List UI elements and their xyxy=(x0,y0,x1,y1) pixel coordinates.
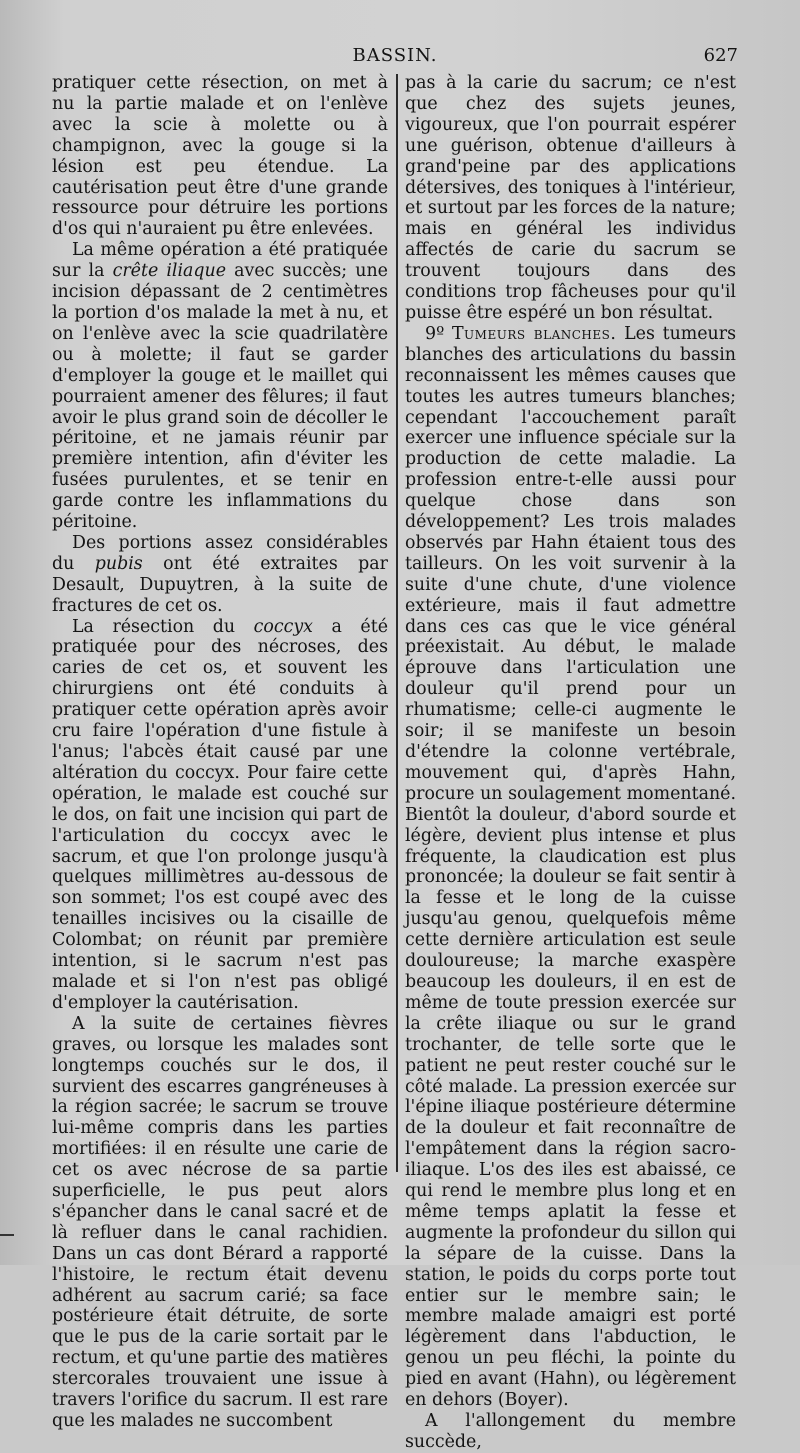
page-number: 627 xyxy=(703,45,738,66)
right-column xyxy=(405,73,736,1453)
paragraph-text: Les tumeurs blanches des articulations du bassin reconnaissent les mêmes causes que toutes les autres tumeurs blanches; cependant l'accouchement paraît exercer une influence spéciale sur la production de cette maladie. La profession entre-t-elle aussi pour quelque chose dans son développement? Les trois malades observés par Hahn étaient tous des tailleurs. On les voit survenir à la suite d'une chute, d'une violence extérieure, mais il faut admettre dans ces cas que le vice général préexistait. Au début, le malade éprouve dans l'articulation une douleur qu'il prend pour un rhumatisme; celle-ci augmente le soir; il se manifeste un besoin d'étendre la colonne vertébrale, mouvement qui, d'après Hahn, procure un soulagement momentané. Bientôt la douleur, d'abord sourde et légère, devient plus intense et plus fréquente, la claudication est plus prononcée; la douleur se fait sentir à la fesse et le long de la cuisse jusqu'au genou, quelquefois même cette dernière articulation est seule douloureuse; la marche exaspère beaucoup les douleurs, il en est de même de toute pression exercée sur la crête iliaque ou sur le grand trochanter, de telle sorte que le patient ne peut rester couché sur le côté malade. La pression exercée sur l'épine iliaque postérieure détermine de la douleur et fait reconnaître de l'empâtement dans la région sacro-iliaque. L'os des iles est abaissé, ce qui rend le membre plus long et en même temps aplatit la fesse et augmente la profondeur du sillon qui la sépare de la cuisse. Dans la station, le poids du corps porte tout entier sur le membre sain; le membre malade amaigri est porté légèrement dans l'abduction, le genou un peu fléchi, la pointe du pied en avant (Hahn), ou légèrement en dehors (Boyer). xyxy=(405,323,736,1411)
paragraph: pas à la carie du sacrum; ce n'est que chez des sujets jeunes, vigoureux, que l'on pourrait espérer une guérison, obtenue d'ailleurs à grand'peine par des applications détersives, des toniques à l'intérieur, et surtout par les forces de la nature; mais en général les individus affectés de carie du sacrum se trouvent toujours dans des conditions trop fâcheuses pour qu'il puisse être espéré un bon résultat. xyxy=(405,73,736,323)
paragraph-text: ont été extraites par Desault, Dupuytren, à la suite de fractures de cet os. xyxy=(52,553,388,616)
emphasis-term: crête iliaque xyxy=(112,261,227,282)
running-title: BASSIN. xyxy=(352,45,438,66)
page-header xyxy=(52,45,738,69)
paragraph: A l'allongement du membre succède, xyxy=(405,1411,736,1452)
emphasis-term: pubis xyxy=(94,553,143,574)
page-edge-mark xyxy=(0,1234,14,1236)
section-heading: Tumeurs blanches. xyxy=(451,323,617,344)
paragraph-text: La résection du xyxy=(72,616,254,637)
paragraph: pratiquer cette résection, on met à nu la partie malade et on l'enlève avec la scie à molette ou à champignon, avec la gouge si la lésion est peu étendue. La cautérisation peut être d'une grande ressource pour détruire les portions d'os qui n'auraient pu être enlevées. xyxy=(52,73,388,240)
column-divider xyxy=(396,74,398,1172)
paragraph-text: Des portions assez considérables du xyxy=(52,532,388,574)
paragraph xyxy=(52,240,388,533)
section-number: 9º xyxy=(425,323,452,344)
emphasis-term: coccyx xyxy=(253,616,313,637)
paragraph xyxy=(52,617,388,1014)
paragraph: A la suite de certaines fièvres graves, ou lorsque les malades sont longtemps couchés sur le dos, il survient des escarres gangréneuses à la région sacrée; le sacrum se trouve lui-même compris dans les parties mortifiées: il en résulte une carie de cet os avec nécrose de sa partie superficielle, le pus peut alors s'épancher dans le canal sacré et de là refluer dans le canal rachidien. Dans un cas dont Bérard a rapporté l'histoire, le rectum était devenu adhérent au sacrum carié; sa face postérieure était détruite, de sorte que le pus de la carie sortait par le rectum, et qu'une partie des matières stercorales trouvaient une issue à travers l'orifice du sacrum. Il est rare que les malades ne succombent xyxy=(52,1013,388,1431)
paragraph xyxy=(52,533,388,617)
paragraph xyxy=(405,324,736,1411)
left-column xyxy=(52,73,388,1432)
paragraph-text: La même opération a été pratiquée sur la xyxy=(52,240,388,282)
paragraph-text: a été pratiquée pour des nécroses, des caries de cet os, et souvent les chirurgiens ont été conduits à pratiquer cette opération après avoir cru faire l'opération d'une fistule à l'anus; l'abcès était causé par une altération du coccyx. Pour faire cette opération, le malade est couché sur le dos, on fait une incision qui part de l'articulation du coccyx avec le sacrum, et que l'on prolonge jusqu'à quelques millimètres au-dessous de son sommet; l'os est coupé avec des tenailles incisives ou la cisaille de Colombat; on réunit par première intention, si le sacrum n'est pas malade et si l'on n'est pas obligé d'employer la cautérisation. xyxy=(52,616,388,1013)
paragraph-text: avec succès; une incision dépassant de 2 centimètres la portion d'os malade la met à nu, et on l'enlève avec la scie quadrilatère ou à molette; il faut se garder d'employer la gouge et le maillet qui pourraient amener des fêlures; il faut avoir le plus grand soin de décoller le péritoine, et ne jamais réunir par première intention, afin d'éviter les fusées purulentes, et se tenir en garde contre les inflammations du péritoine. xyxy=(52,261,388,533)
